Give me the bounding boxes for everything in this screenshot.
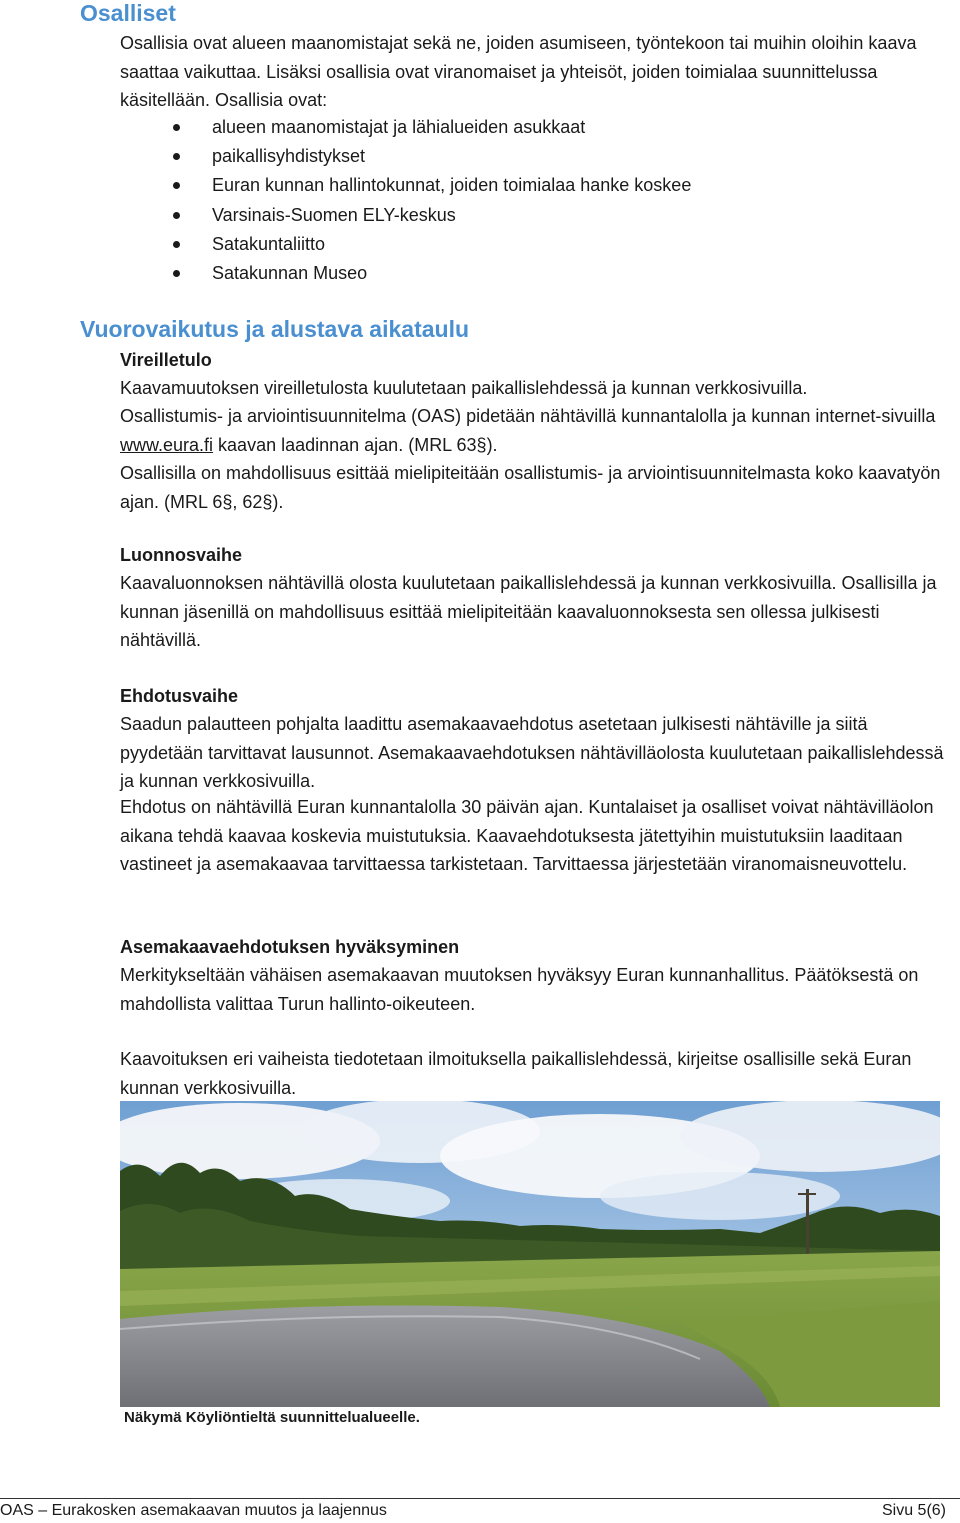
ehdotusvaihe-paragraph-1: Saadun palautteen pohjalta laadittu asemakaavaehdotus asetetaan julkisesti nähtäville ja siitä pyydetään tarvittavat lausunnot. Asemakaavaehdotuksen nähtävilläolosta kuulutetaan paikallislehdessä ja kunnan verkkosivuilla.: [120, 714, 944, 792]
vireilletulo-paragraph-2: [120, 402, 950, 459]
page-number: Sivu 5(6): [881, 1502, 946, 1519]
list-item: Varsinais-Suomen ELY-keskus: [160, 201, 691, 230]
vireilletulo-paragraph-1: Kaavamuutoksen vireilletulosta kuulutetaan paikallislehdessä ja kunnan verkkosivuilla.: [120, 378, 808, 398]
subheading-luonnosvaihe: Luonnosvaihe: [120, 545, 243, 565]
paragraph-text: Osallistumis- ja arviointisuunnitelma (OAS) pidetään nähtävillä kunnantalolla ja kunnan internet-sivuilla: [120, 406, 936, 426]
tiedottaminen-paragraph: Kaavoituksen eri vaiheista tiedotetaan ilmoituksella paikallislehdessä, kirjeitse osallisille sekä Euran kunnan verkkosivuilla.: [120, 1049, 912, 1098]
vireilletulo-paragraph-3: Osallisilla on mahdollisuus esittää mielipiteitään osallistumis- ja arviointisuunnitelmasta koko kaavatyön ajan. (MRL 6§, 62§).: [120, 463, 941, 512]
hyvaksyminen-paragraph: Merkitykseltään vähäisen asemakaavan muutoksen hyväksyy Euran kunnanhallitus. Päätöksestä on mahdollista valittaa Turun hallinto-oikeuteen.: [120, 965, 919, 1014]
heading-osalliset: Osalliset: [80, 0, 176, 26]
list-item: alueen maanomistajat ja lähialueiden asukkaat: [160, 113, 691, 142]
list-item: paikallisyhdistykset: [160, 142, 691, 171]
list-item: Euran kunnan hallintokunnat, joiden toimialaa hanke koskee: [160, 171, 691, 200]
eura-website-link[interactable]: www.eura.fi: [120, 434, 214, 455]
footer-divider: [0, 1498, 960, 1499]
subheading-vireilletulo: Vireilletulo: [120, 350, 212, 370]
list-item: Satakunnan Museo: [160, 259, 691, 288]
landscape-photo-image: [120, 1101, 940, 1407]
ehdotusvaihe-paragraph-2: Ehdotus on nähtävillä Euran kunnantalolla 30 päivän ajan. Kuntalaiset ja osalliset voivat nähtävilläolon aikana tehdä kaavaa koskevia muistutuksia. Kaavaehdotuksesta jätettyihin muistutuksiin laaditaan vastineet ja asemakaavaa tarvittaessa tarkistetaan. Tarvittaessa järjestetään viranomaisneuvottelu.: [120, 797, 934, 875]
paragraph-text: kaavan laadinnan ajan. (MRL 63§).: [213, 434, 498, 455]
list-item: Satakuntaliitto: [160, 230, 691, 259]
photo-caption: Näkymä Köyliöntieltä suunnittelualueelle.: [124, 1409, 420, 1426]
osalliset-intro: Osallisia ovat alueen maanomistajat sekä ne, joiden asumiseen, työntekoon tai muihin oloihin kaava saattaa vaikuttaa. Lisäksi osallisia ovat viranomaiset ja yhteisöt, joiden toimialaa suunnittelussa käsitellään. Osallisia ovat:: [120, 33, 917, 111]
landscape-photo: [120, 1101, 940, 1407]
subheading-ehdotusvaihe: Ehdotusvaihe: [120, 686, 239, 706]
luonnosvaihe-paragraph: Kaavaluonnoksen nähtävillä olosta kuulutetaan paikallislehdessä ja kunnan verkkosivuilla. Osallisilla ja kunnan jäsenillä on mahdollisuus esittää mielipiteitään kaavaluonnoksesta sen ollessa julkisesti nähtävillä.: [120, 573, 937, 651]
subheading-hyvaksyminen: Asemakaavaehdotuksen hyväksyminen: [120, 937, 460, 957]
osalliset-list: [160, 113, 691, 288]
heading-vuorovaikutus: Vuorovaikutus ja alustava aikataulu: [80, 316, 470, 342]
footer-title: OAS – Eurakosken asemakaavan muutos ja laajennus: [0, 1502, 387, 1519]
